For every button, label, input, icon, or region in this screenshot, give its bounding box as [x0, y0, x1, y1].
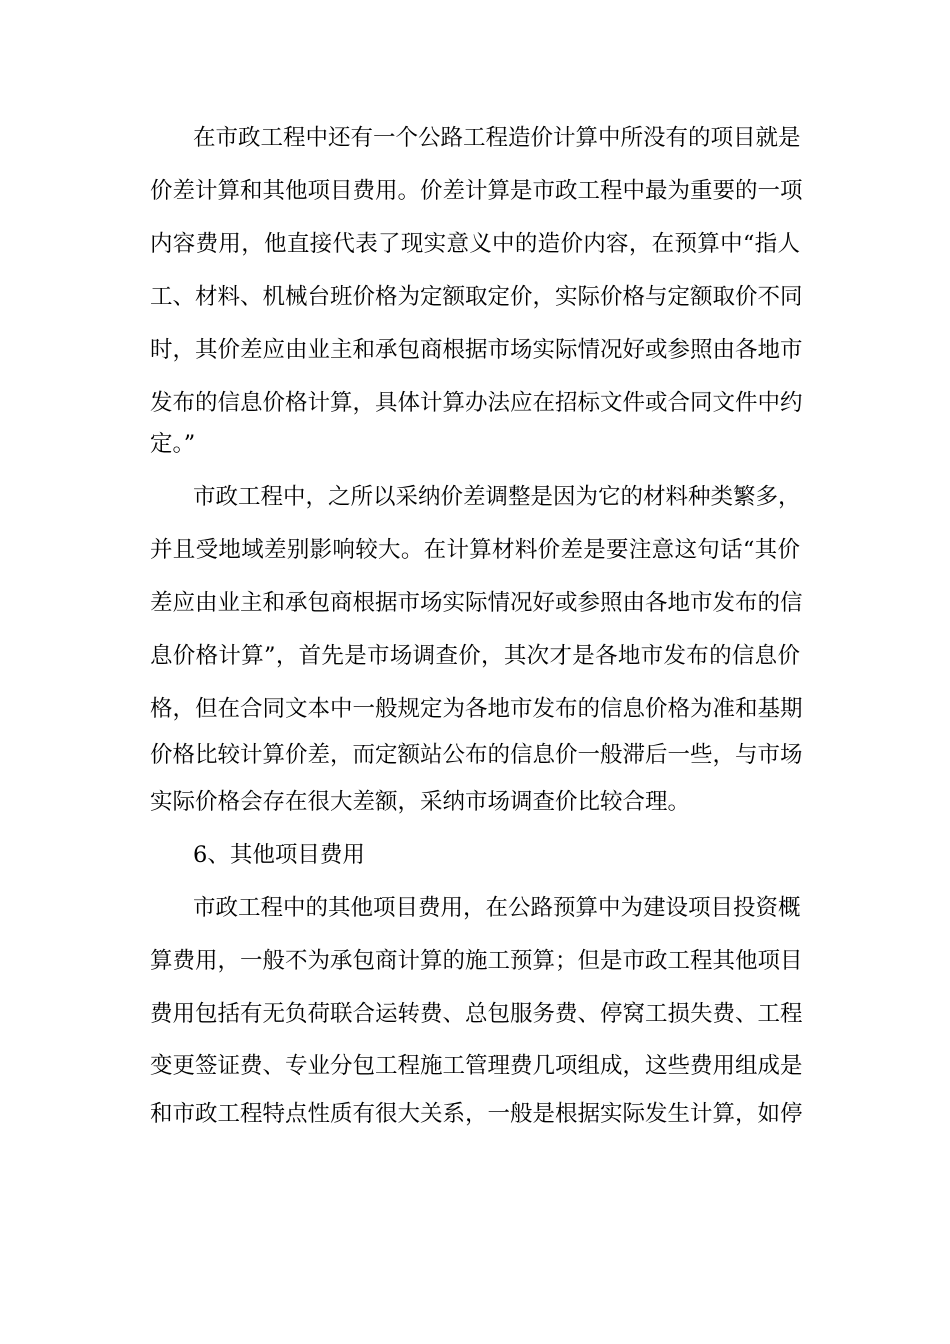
- paragraph-2-line-5: 格，但在合同文本中一般规定为各地市发布的信息价格为准和基期: [150, 696, 803, 722]
- paragraph-1-line-5: 时，其价差应由业主和承包商根据市场实际情况好或参照由各地市: [150, 337, 803, 363]
- paragraph-1-line-1: 在市政工程中还有一个公路工程造价计算中所没有的项目就是: [193, 125, 801, 151]
- paragraph-2-line-7: 实际价格会存在很大差额，采纳市场调查价比较合理。: [150, 789, 691, 815]
- paragraph-2-line-6: 价格比较计算价差，而定额站公布的信息价一般滞后一些，与市场: [150, 742, 803, 768]
- paragraph-2-line-3: 差应由业主和承包商根据市场实际情况好或参照由各地市发布的信: [150, 590, 803, 616]
- paragraph-3-line-4: 变更签证费、专业分包工程施工管理费几项组成，这些费用组成是: [150, 1053, 803, 1079]
- paragraph-2-line-2: 并且受地域差别影响较大。在计算材料价差是要注意这句话“其价: [150, 537, 800, 563]
- paragraph-3-line-5: 和市政工程特点性质有很大关系，一般是根据实际发生计算，如停: [150, 1101, 803, 1127]
- paragraph-3-line-1: 市政工程中的其他项目费用，在公路预算中为建设项目投资概: [193, 895, 801, 921]
- paragraph-2-line-1: 市政工程中，之所以采纳价差调整是因为它的材料种类繁多，: [193, 484, 801, 510]
- section-heading: 6、其他项目费用: [193, 842, 365, 868]
- paragraph-2-line-4: 息价格计算”，首先是市场调查价，其次才是各地市发布的信息价: [150, 643, 800, 669]
- paragraph-3-line-3: 费用包括有无负荷联合运转费、总包服务费、停窝工损失费、工程: [150, 1001, 803, 1027]
- paragraph-3-line-2: 算费用，一般不为承包商计算的施工预算；但是市政工程其他项目: [150, 948, 803, 974]
- paragraph-1-line-2: 价差计算和其他项目费用。价差计算是市政工程中最为重要的一项: [150, 178, 803, 204]
- paragraph-1-line-7: 定。”: [150, 431, 196, 457]
- paragraph-1-line-4: 工、材料、机械台班价格为定额取定价，实际价格与定额取价不同: [150, 284, 803, 310]
- paragraph-1-line-3: 内容费用，他直接代表了现实意义中的造价内容，在预算中“指人: [150, 231, 800, 257]
- paragraph-1-line-6: 发布的信息价格计算，具体计算办法应在招标文件或合同文件中约: [150, 390, 803, 416]
